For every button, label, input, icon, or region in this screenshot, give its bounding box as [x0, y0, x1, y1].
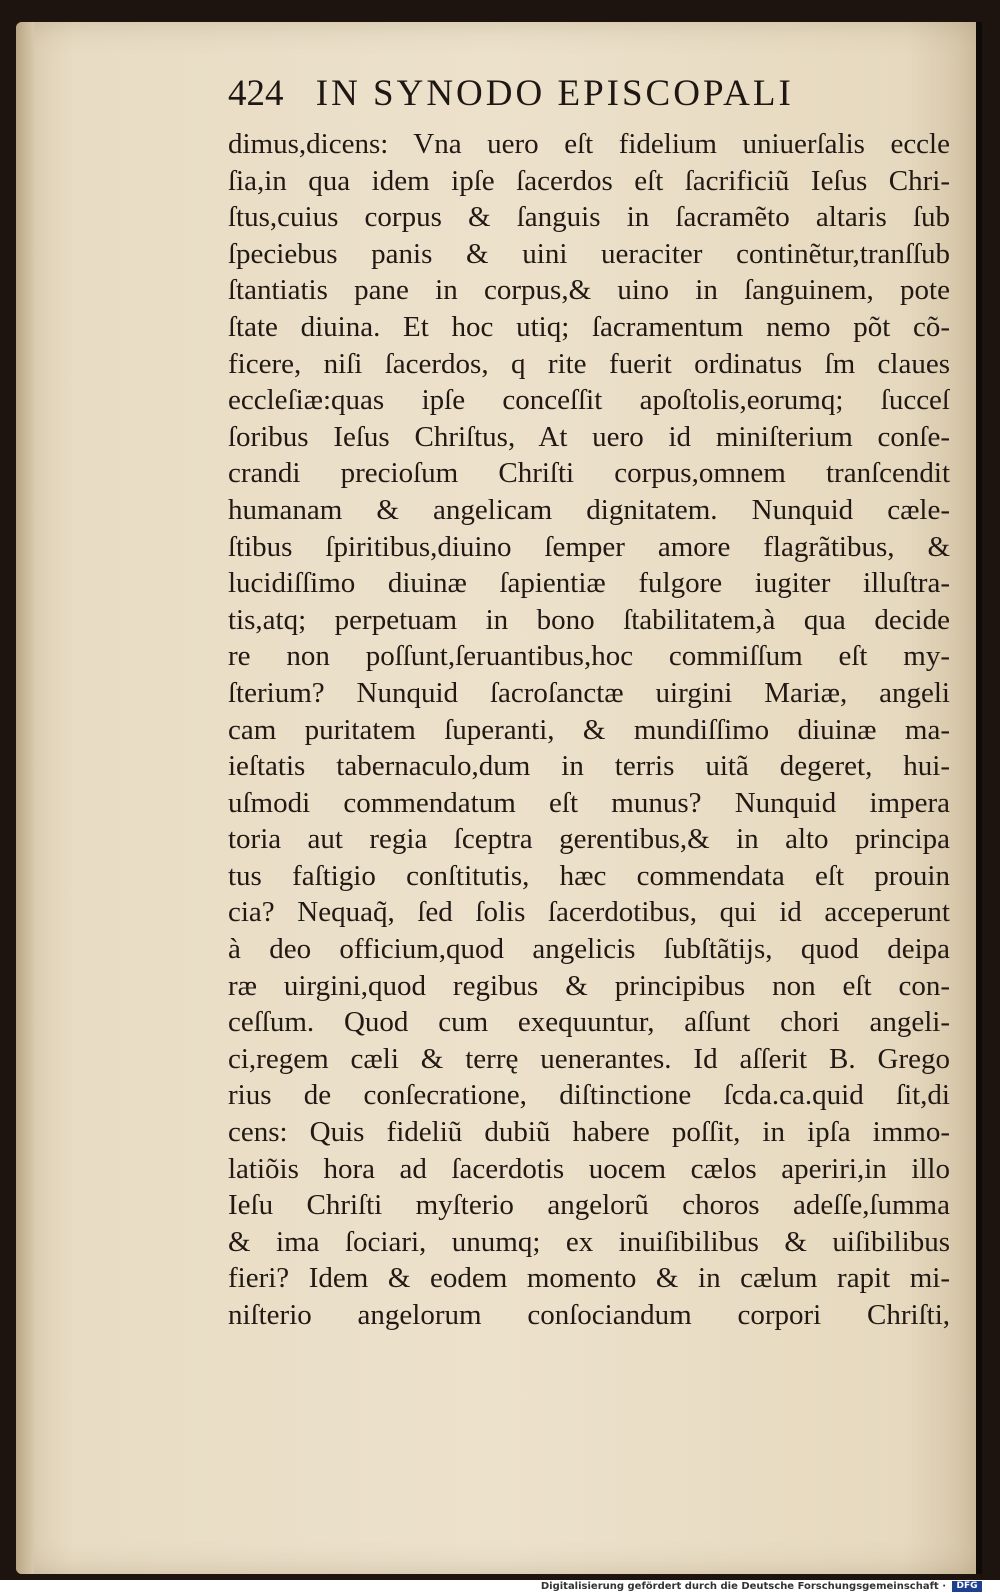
text-line: tis,atq; perpetuam in bono ſtabilitatem,à qua decide — [228, 603, 950, 636]
text-line: ſterium? Nunquid ſacroſanctæ uirgini Mariæ, angeli — [228, 676, 950, 709]
text-line: ſtibus ſpiritibus,diuino ſemper amore flagrãtibus, & — [228, 530, 950, 563]
text-line: ſtus,cuius corpus & ſanguis in ſacramẽto altaris ſub — [228, 201, 950, 234]
page-number: 424 — [228, 73, 284, 114]
text-line: eccleſiæ:quas ipſe conceſſit apoſtolis,eorumq; ſucceſ — [228, 384, 950, 417]
text-line: dimus,dicens: Vna uero eſt fidelium uniuerſalis eccle — [228, 128, 950, 160]
text-block — [228, 126, 950, 1334]
text-line: crandi precioſum Chriſti corpus,omnem tranſcendit — [228, 457, 950, 490]
text-line: humanam & angelicam dignitatem. Nunquid cæle- — [228, 493, 950, 526]
text-line: ci,regem cæli & terrę uenerantes. Id aſſerit B. Grego — [228, 1042, 950, 1075]
text-line: ræ uirgini,quod regibus & principibus non eſt con- — [228, 969, 950, 1002]
text-line: ſtate diuina. Et hoc utiq; ſacramentum nemo põt cõ- — [228, 310, 950, 343]
text-line: fieri? Idem & eodem momento & in cælum rapit mi- — [228, 1262, 950, 1295]
text-line: Ieſu Chriſti myſterio angelorũ choros adeſſe,ſumma — [228, 1189, 950, 1222]
text-line: à deo officium,quod angelicis ſubſtãtijs, quod deipa — [228, 933, 950, 966]
text-line: ceſſum. Quod cum exequuntur, aſſunt chori angeli- — [228, 1006, 950, 1039]
text-line: cens: Quis fideliũ dubiũ habere poſſit, in ipſa immo- — [228, 1116, 950, 1149]
page-left-edge — [16, 22, 34, 1574]
text-line: toria aut regia ſceptra gerentibus,& in alto principa — [228, 823, 950, 856]
text-line: ſpeciebus panis & uini ueraciter continẽtur,tranſſub — [228, 237, 950, 270]
text-line: cam puritatem ſuperanti, & mundiſſimo diuinæ ma- — [228, 713, 950, 746]
text-line: cia? Nequaq̃, ſed ſolis ſacerdotibus, qui id acceperunt — [228, 896, 950, 929]
text-line: latiõis hora ad ſacerdotis uocem cælos aperiri,in illo — [228, 1152, 950, 1185]
text-line: uſmodi commendatum eſt munus? Nunquid impera — [228, 786, 950, 819]
text-line: niſterio angelorum conſociandum corpori Chriſti, — [228, 1299, 950, 1331]
dfg-logo: DFG — [952, 1581, 982, 1592]
text-line: lucidiſſimo diuinæ ſapientiæ fulgore iugiter illuſtra- — [228, 567, 950, 600]
footer-credit: Digitalisierung gefördert durch die Deutsche Forschungsgemeinschaft · — [540, 1581, 946, 1592]
running-head-title: IN SYNODO EPISCOPALI — [315, 73, 794, 114]
text-line: rius de conſecratione, diſtinctione ſcda.ca.quid ſit,di — [228, 1079, 950, 1112]
text-line: ſoribus Ieſus Chriſtus, At uero id miniſterium conſe- — [228, 420, 950, 453]
text-line: re non poſſunt,ſeruantibus,hoc commiſſum eſt my- — [228, 640, 950, 673]
text-line: & ima ſociari, unumq; ex inuiſibilibus & uiſibilibus — [228, 1225, 950, 1258]
text-line: ſia,in qua idem ipſe ſacerdos eſt ſacrificiũ Ieſus Chri- — [228, 164, 950, 197]
running-head — [228, 72, 848, 115]
text-line: ieſtatis tabernaculo,dum in terris uitã degeret, hui- — [228, 750, 950, 783]
text-line: ſtantiatis pane in corpus,& uino in ſanguinem, pote — [228, 274, 950, 307]
text-line: ficere, niſi ſacerdos, q rite fuerit ordinatus ſm claues — [228, 347, 950, 380]
text-line: tus faſtigio conſtitutis, hæc commendata eſt prouin — [228, 859, 950, 892]
